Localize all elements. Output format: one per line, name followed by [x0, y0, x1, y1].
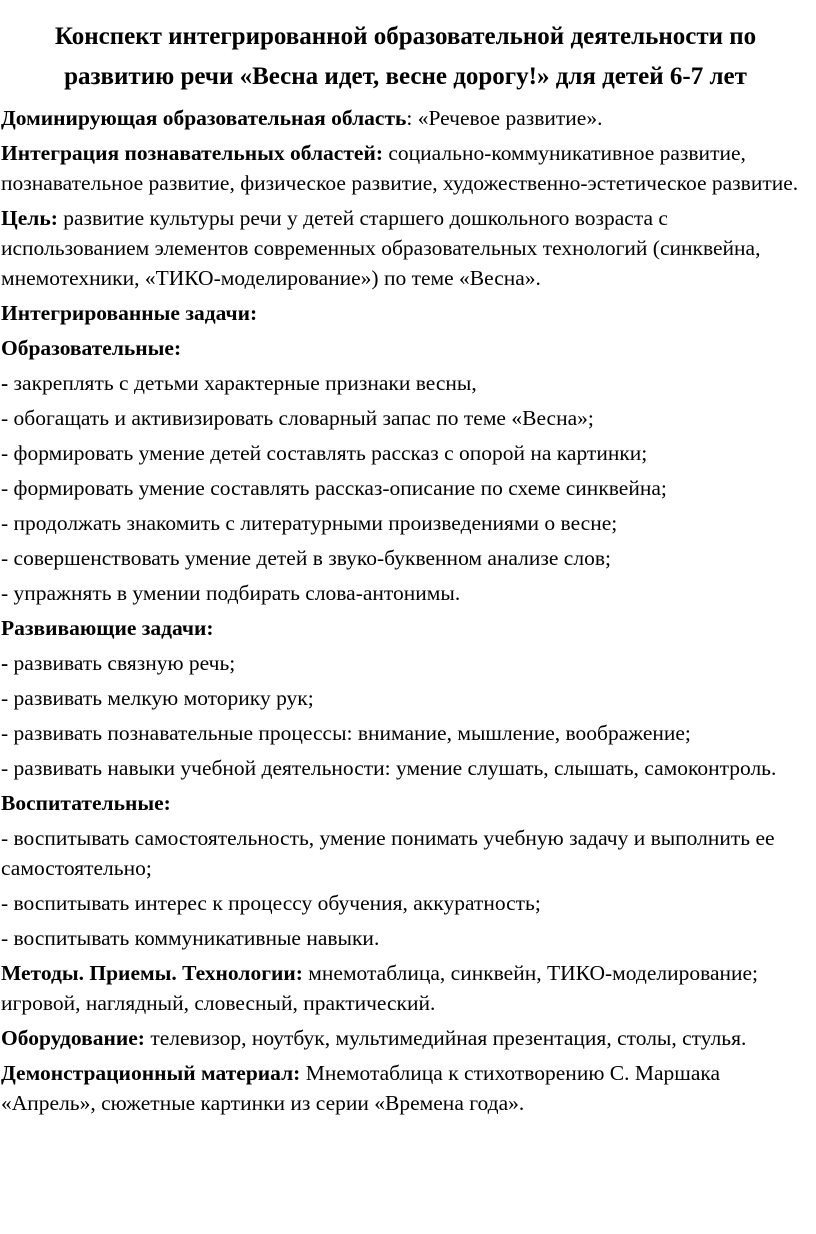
equipment-paragraph — [1, 1023, 810, 1053]
integration-label: Интеграция познавательных областей: — [1, 141, 383, 165]
list-item: - воспитывать интерес к процессу обучения, аккуратность; — [1, 891, 541, 915]
methods-paragraph — [1, 958, 810, 1018]
list-dash: - — [1, 371, 9, 395]
list-item: - совершенствовать умение детей в звуко-буквенном анализе слов; — [1, 546, 611, 570]
dominant-area-label: Доминирующая образовательная область — [1, 106, 407, 130]
upbringing-heading: Воспитательные: — [1, 791, 171, 815]
developing-heading: Развивающие задачи: — [1, 616, 214, 640]
list-item: - упражнять в умении подбирать слова-антонимы. — [1, 581, 461, 605]
list-item — [1, 648, 810, 678]
list-item — [1, 368, 810, 398]
list-item-text: закреплять с детьми характерные признаки весны, — [8, 371, 477, 395]
integrated-tasks-heading: Интегрированные задачи: — [1, 301, 258, 325]
goal-label: Цель: — [1, 206, 58, 230]
goal-paragraph — [1, 203, 810, 293]
list-item: - воспитывать коммуникативные навыки. — [1, 926, 380, 950]
equipment-text: телевизор, ноутбук, мультимедийная презентация, столы, стулья. — [144, 1026, 747, 1050]
dominant-area-paragraph — [1, 103, 810, 133]
educational-heading: Образовательные: — [1, 336, 182, 360]
document-title: Конспект интегрированной образовательной деятельности по развитию речи «Весна идет, весне дорогу!» для детей 6-7 лет — [54, 23, 757, 90]
list-item: - формировать умение составлять рассказ-описание по схеме синквейна; — [1, 476, 667, 500]
goal-text: развитие культуры речи у детей старшего дошкольного возраста с использованием элементов современных образовательных технологий (синквейна, мнемотехники, «ТИКО-моделирование») по теме «Весна». — [1, 206, 761, 290]
list-item: - формировать умение детей составлять рассказ с опорой на картинки; — [1, 441, 648, 465]
integration-paragraph — [1, 138, 810, 198]
list-item: - развивать мелкую моторику рук; — [1, 686, 314, 710]
dominant-area-text: : «Речевое развитие». — [406, 106, 603, 130]
demo-material-paragraph — [1, 1058, 810, 1118]
list-item: - развивать познавательные процессы: внимание, мышление, воображение; — [1, 721, 691, 745]
list-item: - обогащать и активизировать словарный запас по теме «Весна»; — [1, 406, 594, 430]
demo-material-text: Мнемотаблица к стихотворению С. Маршака «Апрель», сюжетные картинки из серии «Времена года». — [1, 1061, 721, 1115]
list-item: - развивать навыки учебной деятельности: умение слушать, слышать, самоконтроль. — [1, 756, 777, 780]
integration-text: социально-коммуникативное развитие, познавательное развитие, физическое развитие, художественно-эстетическое развитие. — [1, 141, 799, 195]
list-item-text: развивать связную речь; — [8, 651, 236, 675]
list-item: - продолжать знакомить с литературными произведениями о весне; — [1, 511, 618, 535]
equipment-label: Оборудование: — [1, 1026, 145, 1050]
methods-label: Методы. Приемы. Технологии: — [1, 961, 303, 985]
list-dash: - — [1, 651, 9, 675]
document-page — [0, 17, 816, 1234]
methods-text: мнемотаблица, синквейн, ТИКО-моделирование; игровой, наглядный, словесный, практический. — [1, 961, 759, 1015]
demo-material-label: Демонстрационный материал: — [1, 1061, 301, 1085]
list-item: - воспитывать самостоятельность, умение понимать учебную задачу и выполнить ее самостоятельно; — [1, 826, 775, 880]
